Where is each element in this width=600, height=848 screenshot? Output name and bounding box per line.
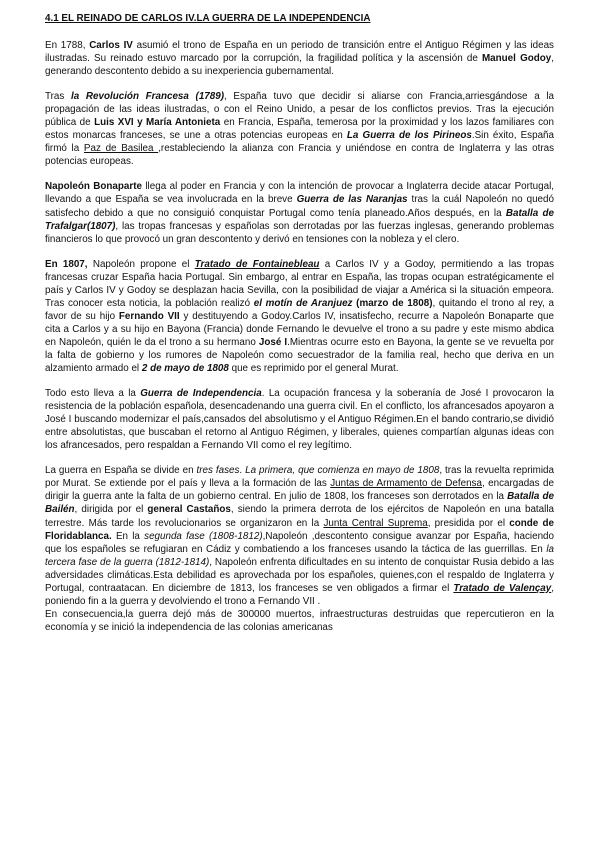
text-span: , tras la revuelta reprimida por Murat. Se extiende por el país y lleva a la formación de las [45, 465, 554, 490]
bold-italic-term: Guerra de Independencia [140, 388, 262, 400]
text-span: .Sin éxito, España firmó la [45, 130, 554, 155]
underlined-term: Juntas de Armamento de Defensa [330, 478, 482, 490]
text-span: .Mientras ocurre esto en Bayona, la gente se ve revuelta por la falta de gobierno y los rumores de Napoleón como secuestrador de la familia real, hecho que deriva en un alzamiento armado el [45, 336, 554, 375]
text-span: tras la cuál Napoleón no quedó satisfecho debido a que no consiguió conquistar Portugal como tenía planeado.Años después, en la [45, 194, 554, 219]
text-span: , poniendo fin a la guerra y devolviendo el trono a Fernando VII . [45, 582, 555, 607]
bold-term: Manuel Godoy [481, 53, 552, 65]
bold-italic-term: Batalla de Trafalgar(1807) [45, 207, 554, 232]
bold-italic-underlined-term: Tratado de Fontainebleau [194, 258, 320, 270]
text-span: En la [111, 530, 145, 542]
bold-term: Fernando VII [118, 310, 180, 322]
italic-term: segunda fase (1808-1812) [144, 530, 263, 542]
bold-italic-term: Guerra de las Naranjas [296, 194, 408, 206]
text-span: en Francia, España, temerosa por la proximidad y los lazos familiares con estos monarcas franceses, se une a otras potencias europeas en [45, 117, 554, 142]
underlined-term: Paz de Basilea [83, 143, 159, 155]
bold-term: general Castaños [147, 504, 231, 516]
bold-term: Napoleón Bonaparte [45, 181, 142, 193]
text-span: Napoleón propone el [87, 258, 195, 270]
italic-term: la tercera fase de la guerra (1812-1814) [45, 543, 554, 568]
underlined-term: Junta Central Suprema [323, 517, 428, 529]
text-span: , las tropas francesas y españolas son derrotadas por las fuerzas inglesas, generando problemas financieros lo que provocó un gran descontento y derivó en tensiones con la nobleza y el clero. [45, 220, 554, 245]
text-span: , presidida por el [427, 517, 510, 529]
bold-term: Luis XVI y María Antonieta [94, 117, 221, 129]
paragraph-1807 [45, 258, 554, 375]
text-span: a Carlos IV y a Godoy, permitiendo a las tropas francesas cruzar España hacia Portugal. Sin embargo, al entrar en España, las tropas ocupan estratégicamente el país y Carlos IV y Godoy se desplazan hacia Sevilla, con la posibilidad de viajar a América si la situación empeora. Tras conocer esta noticia, la población realizó [45, 258, 555, 309]
paragraph-revolucion-francesa [45, 90, 554, 168]
text-span: , quitando el trono al rey, a favor de su hijo [45, 297, 555, 322]
text-span: que es reprimido por el general Murat. [228, 363, 399, 375]
bold-term: (marzo de 1808) [352, 297, 433, 309]
text-span: y destituyendo a Godoy.Carlos IV, insatisfecho, recurre a Napoleón Bonaparte que cita a Carlos y a su hijo en Bayona (Francia) donde Fernando le devuelve el trono a su padre y este mismo abdica en Napoleón, quién le da el trono a su hermano [45, 310, 554, 348]
bold-italic-term: el motín de Aranjuez [253, 297, 353, 309]
text-span: La guerra en España se divide en [45, 465, 197, 477]
italic-term: tres fases [196, 465, 240, 477]
paragraph-napoleon [45, 180, 554, 245]
bold-italic-underlined-term: Tratado de Valençay [453, 582, 552, 594]
text-span: . La ocupación francesa y la soberanía de José I provocaron la resistencia de la población española, desencadenando una guerra civil. En el conflicto, los afrancesados apoyaron a José I buscando modernizar el país,cansados del absolutismo y el Antiguo Régimen.En el bando contrario,se dividió entre absolutistas, que buscaban el retorno al Antiguo Régimen, y liberales, quienes compartían algunas ideas con los afrancesados, pero respaldan a Fernando VII como el rey legítimo. [45, 388, 554, 452]
text-span: ,Napoleón ,descontento consigue avanzar por España, haciendo que los españoles se refugiaran en Cádiz y combatiendo a los franceses usando la táctica de las guerrillas. En [45, 530, 554, 555]
text-span: , siendo la primera derrota de los ejércitos de Napoleón en una batalla terrestre. Más tarde los revolucionarios se organizaron en la [45, 504, 554, 529]
italic-term: La primera, que comienza en mayo de 1808 [245, 465, 440, 477]
paragraph-carlos-iv [45, 39, 554, 78]
bold-italic-term: Batalla de Bailén [45, 491, 554, 516]
text-span: ,restableciendo la alianza con Francia y uniéndose en contra de Inglaterra y las otras potencias europeas. [45, 143, 555, 168]
bold-term: Carlos IV [89, 40, 133, 51]
text-span: . [239, 465, 246, 477]
bold-term: conde de Floridablanca. [45, 517, 554, 542]
text-span: , España tuvo que decidir si aliarse con Francia,arriesgándose a la propagación de las ideas ilustradas, o con el Reino Unido, a pesar de los conflictos previos. Tras la ejecución pública de [45, 91, 555, 129]
text-span: Tras [45, 91, 72, 103]
bold-term: José I [258, 336, 288, 348]
paragraph-guerra-independencia [45, 387, 554, 452]
text-span: , generando descontento debido a su inexperiencia gubernamental. [45, 53, 554, 78]
text-span: , dirigida por el [74, 504, 148, 516]
paragraph-consecuencias: En consecuencia,la guerra dejó más de 300000 muertos, infraestructuras destruidas que repercutieron en la economía y se inició la independencia de las colonias americanas [45, 608, 554, 633]
text-span: , encargadas de dirigir la guerra ante la falta de un gobierno central. En julio de 1808, los franceses son derrotados en la [45, 478, 554, 503]
text-span: llega al poder en Francia y con la intención de provocar a Inglaterra decide atacar Portugal, llevando a que España se vea involucrada en la breve [45, 181, 554, 206]
bold-italic-term: la Revolución Francesa (1789) [71, 91, 225, 103]
text-span: Todo esto lleva a la [45, 388, 141, 400]
paragraph-fases [45, 464, 554, 608]
bold-italic-term: 2 de mayo de 1808 [141, 363, 229, 375]
text-span: , Napoleón enfrenta dificultades en su intento de conquistar Rusia debido a las adversidades climáticas.Esta debilidad es aprovechada por los españoles, quienes,con el respaldo de Inglaterra y Portugal, contraatacan. En diciembre de 1813, los franceses se ven obligados a firmar el [45, 556, 554, 594]
text-span: asumió el trono de España en un periodo de transición entre el Antiguo Régimen y las ideas ilustradas. Su reinado estuvo marcado por la corrupción, la fragilidad política y la ascensión de [45, 40, 554, 65]
bold-term: En 1807, [45, 258, 88, 270]
document-title: 4.1 EL REINADO DE CARLOS IV.LA GUERRA DE LA INDEPENDENCIA [45, 13, 371, 24]
bold-italic-term: La Guerra de los Pirineos [346, 130, 472, 142]
text-span: En 1788, [45, 40, 90, 51]
